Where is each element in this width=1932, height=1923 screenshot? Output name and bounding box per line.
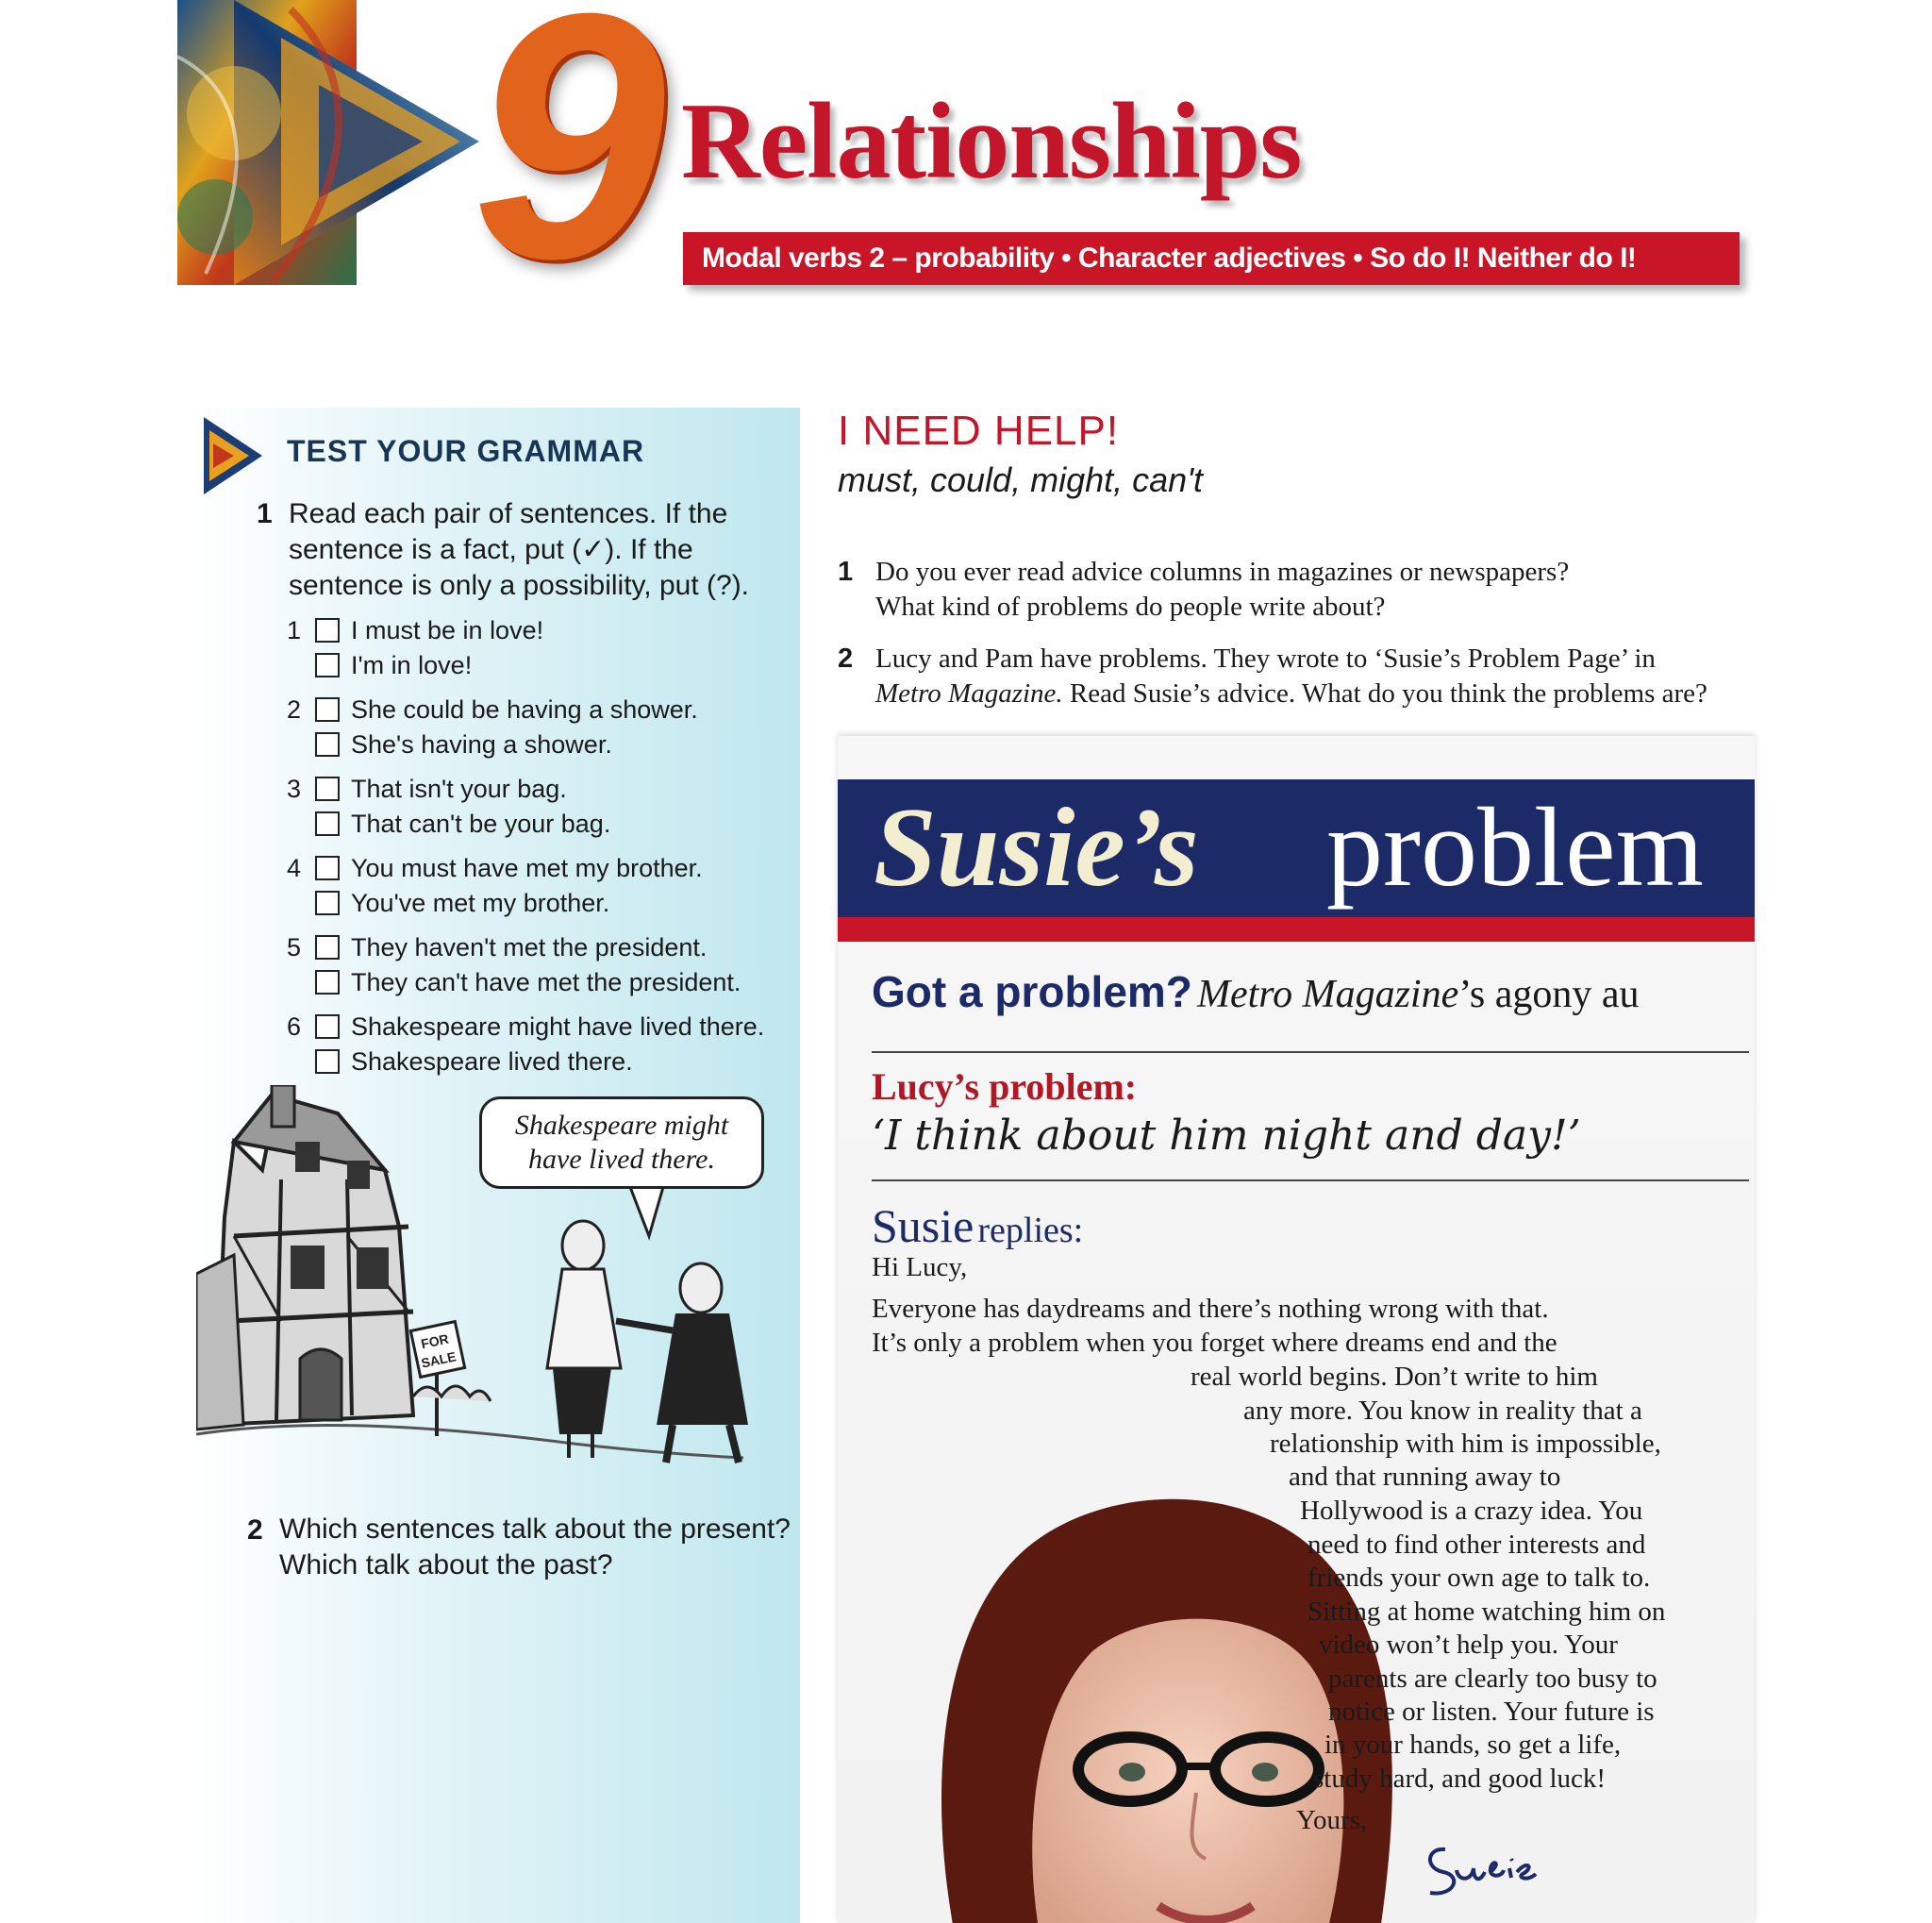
masthead-title-susies: Susie’s — [874, 784, 1199, 910]
instruction-line: sentence is only a possibility, put (?). — [289, 570, 750, 601]
tagline-magazine: Metro Magazine — [1197, 973, 1459, 1016]
item-4b — [287, 886, 609, 920]
item-5a — [287, 930, 707, 964]
answer-checkbox[interactable] — [315, 1014, 340, 1039]
letter-line: in your hands, so get a life, — [1324, 1730, 1622, 1760]
item-3a — [287, 772, 567, 806]
letter-line: Everyone has daydreams and there’s nothing wrong with that. — [872, 1294, 1549, 1324]
sentence: They can't have met the president. — [351, 967, 741, 996]
item-1a — [287, 613, 543, 647]
speech-bubble-line: have lived there. — [528, 1144, 715, 1175]
answer-checkbox[interactable] — [315, 777, 340, 801]
grammar-heading: TEST YOUR GRAMMAR — [287, 434, 645, 468]
letter-line: notice or listen. Your future is — [1328, 1697, 1655, 1727]
item-4a — [287, 851, 703, 885]
instruction-line: sentence is a fact, put (✓). If the — [289, 534, 693, 565]
answer-checkbox[interactable] — [315, 732, 340, 757]
item-5b — [287, 965, 741, 999]
section-heading: I NEED HELP! — [838, 408, 1120, 454]
letter-line: Sitting at home watching him on — [1307, 1597, 1666, 1627]
exercise-2-number: 2 — [247, 1514, 263, 1546]
item-2b — [287, 727, 612, 761]
exercise-1-instruction — [289, 496, 749, 604]
sentence: She could be having a shower. — [351, 694, 698, 724]
letter-sign-off: Yours, — [1296, 1805, 1368, 1835]
answer-checkbox[interactable] — [315, 856, 340, 880]
question-line: What kind of problems do people write about? — [875, 592, 1386, 622]
speech-bubble-line: Shakespeare might — [514, 1110, 729, 1141]
sentence: They haven't met the president. — [351, 932, 708, 962]
letter-line: Hi Lucy, — [872, 1252, 968, 1282]
tagline-lead: Got a problem? — [872, 967, 1192, 1016]
unit-art-banner — [177, 0, 479, 285]
sentence: You've met my brother. — [351, 888, 610, 917]
item-3b — [287, 807, 610, 841]
letter-line: video won’t help you. Your — [1319, 1630, 1618, 1660]
magazine-name: Metro Magazine. — [875, 678, 1063, 709]
item-6b — [287, 1045, 633, 1079]
masthead-stripe — [838, 917, 1755, 942]
letter-line: friends your own age to talk to. — [1307, 1563, 1651, 1593]
letter-line: any more. You know in reality that a — [1243, 1396, 1642, 1426]
sentence: Shakespeare lived there. — [351, 1046, 633, 1076]
unit-title: Relationships — [681, 81, 1302, 202]
letter-line: and that running away to — [1289, 1462, 1561, 1492]
letter-line: study hard, and good luck! — [1313, 1764, 1607, 1794]
question-line: Do you ever read advice columns in magazines or newspapers? — [875, 557, 1570, 587]
question-1 — [838, 555, 1800, 625]
answer-checkbox[interactable] — [315, 618, 340, 643]
section-subheading: must, could, might, can't — [838, 460, 1204, 499]
problem-quote: ‘I think about him night and day!’ — [872, 1112, 1581, 1160]
letter-line: Hollywood is a crazy idea. You — [1300, 1496, 1643, 1526]
letter-line: It’s only a problem when you forget where dreams end and the — [872, 1328, 1557, 1358]
exercise-1-number: 1 — [257, 498, 273, 529]
masthead-title-problem: problem — [1326, 784, 1704, 910]
item-number: 2 — [287, 694, 302, 724]
for-sale-sign: FOR — [419, 1330, 451, 1352]
question-line: Lucy and Pam have problems. They wrote to ‘Susie’s Problem Page’ in — [875, 644, 1656, 674]
item-number: 1 — [287, 615, 302, 644]
item-number: 3 — [287, 774, 302, 803]
letter-line: need to find other interests and — [1307, 1530, 1646, 1560]
divider — [872, 1051, 1749, 1053]
sentence: She's having a shower. — [351, 729, 612, 759]
unit-topics: Modal verbs 2 – probability • Character adjectives • So do I! Neither do I! — [702, 242, 1637, 274]
sentence: I'm in love! — [351, 650, 473, 679]
unit-number: 9 — [472, 0, 657, 331]
reply-heading — [872, 1198, 1083, 1253]
answer-checkbox[interactable] — [315, 653, 340, 677]
exercise-2-question — [279, 1512, 791, 1583]
item-2a — [287, 693, 698, 727]
question-number: 1 — [838, 557, 854, 587]
reply-heading-name: Susie — [872, 1199, 974, 1252]
answer-checkbox[interactable] — [315, 891, 340, 915]
letter-line: relationship with him is impossible, — [1270, 1429, 1661, 1459]
sentence: I must be in love! — [351, 615, 544, 644]
speech-bubble — [479, 1096, 764, 1189]
answer-checkbox[interactable] — [315, 811, 340, 836]
question-2 — [838, 642, 1800, 711]
answer-checkbox[interactable] — [315, 935, 340, 960]
answer-checkbox[interactable] — [315, 1049, 340, 1074]
answer-checkbox[interactable] — [315, 970, 340, 995]
susie-signature — [1417, 1831, 1540, 1906]
question-line: Which talk about the past? — [279, 1549, 613, 1580]
letter-line: real world begins. Don’t write to him — [1191, 1362, 1598, 1392]
question-line — [875, 677, 1800, 711]
question-number: 2 — [838, 644, 854, 674]
item-1b — [287, 648, 472, 682]
item-number: 6 — [287, 1012, 302, 1041]
problem-heading: Lucy’s problem: — [872, 1065, 1138, 1108]
answer-checkbox[interactable] — [315, 697, 340, 722]
question-line: Which sentences talk about the present? — [279, 1513, 791, 1545]
tagline — [872, 966, 1640, 1017]
magazine-page — [838, 736, 1755, 1923]
tagline-rest: ’s agony au — [1458, 973, 1640, 1016]
divider — [872, 1179, 1749, 1181]
item-6a — [287, 1010, 764, 1044]
instruction-line: Read each pair of sentences. If the — [289, 498, 728, 529]
reply-heading-word: replies: — [977, 1211, 1084, 1250]
sentence: That isn't your bag. — [351, 774, 567, 803]
section-arrow-icon — [200, 413, 266, 498]
sentence: That can't be your bag. — [351, 809, 611, 838]
sentence: Shakespeare might have lived there. — [351, 1012, 765, 1041]
for-sale-sign: SALE — [420, 1348, 458, 1371]
question-text: Read Susie’s advice. What do you think the problems are? — [1062, 678, 1707, 709]
unit-topics-bar — [683, 232, 1740, 285]
item-number: 5 — [287, 932, 302, 962]
letter-line: parents are clearly too busy to — [1328, 1664, 1657, 1694]
sentence: You must have met my brother. — [351, 853, 703, 882]
item-number: 4 — [287, 853, 302, 882]
